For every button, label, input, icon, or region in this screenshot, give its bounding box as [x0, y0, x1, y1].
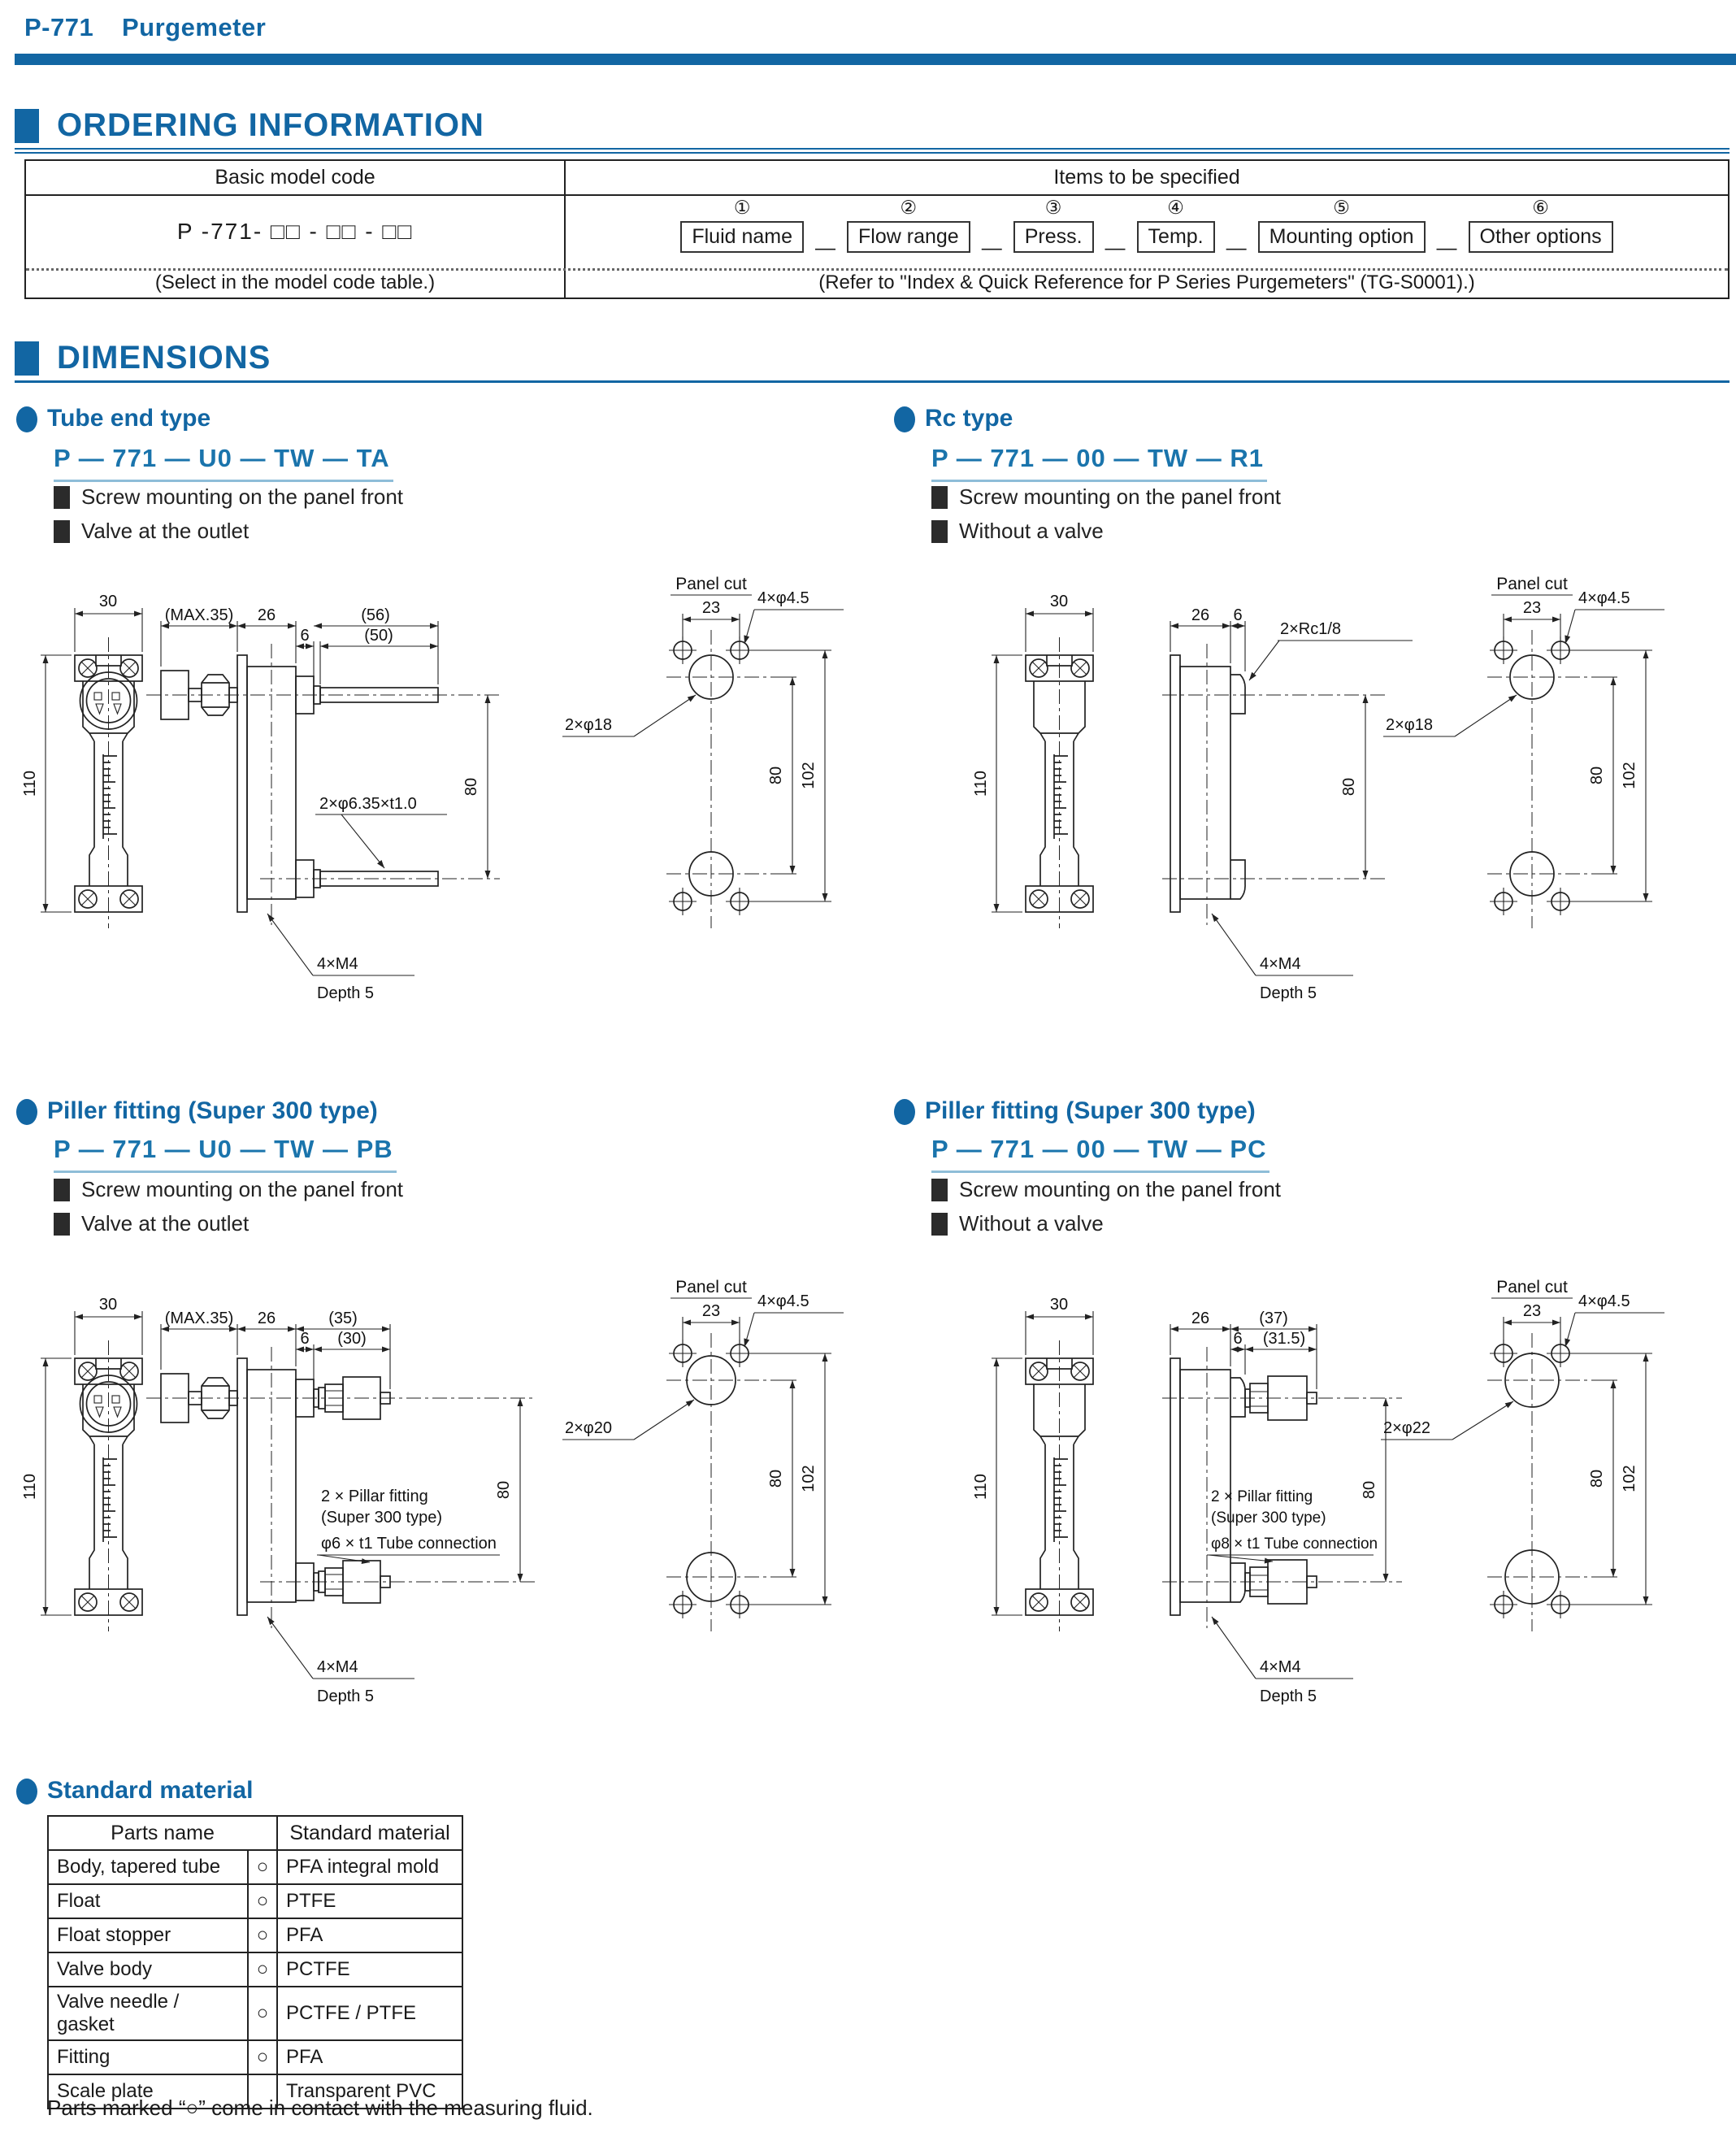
variant3-feature2 — [54, 1211, 249, 1236]
dim-port-pitch: 80 — [1361, 1480, 1378, 1500]
fitting-label-2: (Super 300 type) — [321, 1509, 442, 1527]
item-box: Fluid name — [680, 221, 804, 253]
dim-outlet: (30) — [337, 1330, 367, 1348]
feature-text: Without a valve — [959, 519, 1104, 543]
body — [1180, 667, 1230, 899]
panel-flange — [1170, 655, 1180, 912]
variant2-model: P — 771 — 00 — TW — R1 — [931, 444, 1267, 482]
model-code: P -771- □□ - □□ - □□ — [176, 218, 414, 244]
dim-offset: 6 — [300, 627, 310, 645]
screw-hole-icon — [726, 1591, 753, 1618]
panel-flange — [1170, 1358, 1180, 1615]
feature-square-icon — [54, 1213, 70, 1236]
item-press — [1013, 197, 1094, 253]
panel-cut-view — [562, 575, 844, 928]
heading-rule — [15, 380, 1729, 383]
holes-label: 2×φ18 — [565, 716, 613, 734]
contact-mark: ○ — [248, 1987, 277, 2040]
panel-flange — [237, 1358, 247, 1615]
screw-holes-label: 4×φ4.5 — [757, 589, 809, 607]
item-number: ③ — [1044, 197, 1062, 218]
variant2-feature2 — [931, 519, 1104, 544]
panel-flange — [237, 655, 247, 912]
dim-front-height: 110 — [972, 1474, 990, 1500]
front-view — [972, 593, 1093, 928]
side-view — [1162, 1310, 1402, 1705]
item-flow-range — [847, 197, 970, 253]
dim-front-width: 30 — [1049, 593, 1069, 610]
item-dash: — — [1436, 237, 1457, 259]
item-dash: — — [1226, 237, 1247, 259]
dim-front-width: 30 — [98, 593, 118, 610]
drawing-piller-fitting-pb — [21, 1256, 874, 1768]
part-cell: Body, tapered tube — [48, 1850, 248, 1884]
dim-depth: 26 — [257, 1310, 276, 1327]
material-cell: PFA — [277, 2040, 462, 2074]
dim-offset: 6 — [1233, 1330, 1243, 1348]
dim-depth: 26 — [1191, 606, 1210, 624]
screw-icon — [79, 1593, 97, 1611]
items-to-specify — [566, 197, 1728, 268]
scale-plate — [103, 1457, 117, 1542]
dim-outlet-total: (56) — [361, 606, 390, 624]
ordering-table — [24, 159, 1729, 299]
item-fluid-name — [680, 197, 804, 253]
tube-spec-label: 2×φ6.35×t1.0 — [319, 795, 417, 813]
dim-screw-pitch: 102 — [1621, 762, 1638, 789]
feature-text: Screw mounting on the panel front — [81, 484, 404, 509]
drawing-rc-type — [886, 553, 1736, 1065]
mount-label: 4×M4 — [317, 1658, 358, 1676]
variant4-feature1 — [931, 1177, 1281, 1202]
mount-label: 4×M4 — [1260, 1658, 1301, 1676]
feature-square-icon — [54, 520, 70, 543]
scale-plate — [1054, 754, 1068, 839]
dimensions-heading: DIMENSIONS — [57, 340, 271, 376]
holes-label: 2×φ22 — [1383, 1419, 1431, 1437]
bullet-icon — [894, 406, 915, 432]
item-mounting-option — [1258, 197, 1426, 253]
bullet-icon — [16, 406, 37, 432]
table-row — [48, 1884, 462, 1918]
table-header-row — [48, 1816, 462, 1850]
screw-hole-icon — [669, 636, 697, 664]
side-view — [146, 1310, 536, 1705]
items-header: Items to be specified — [1053, 166, 1240, 189]
outlet-port — [1230, 1378, 1245, 1417]
dim-panel-width: 23 — [701, 599, 721, 617]
basic-model-code-header: Basic model code — [215, 166, 375, 189]
dim-screw-pitch: 102 — [800, 762, 818, 789]
inlet-port — [1230, 1563, 1245, 1602]
dim-front-width: 30 — [1049, 1296, 1069, 1314]
front-view — [21, 1296, 142, 1631]
screw-icon — [1030, 659, 1048, 677]
feature-square-icon — [931, 1213, 948, 1236]
item-box: Flow range — [847, 221, 970, 253]
part-cell: Float — [48, 1884, 248, 1918]
item-box: Temp. — [1137, 221, 1215, 253]
feature-square-icon — [54, 486, 70, 509]
front-view — [21, 593, 142, 928]
screw-hole-icon — [669, 888, 697, 915]
material-cell: Transparent PVC — [277, 2074, 462, 2109]
dim-screw-pitch: 102 — [800, 1465, 818, 1492]
screw-hole-icon — [1490, 1591, 1517, 1618]
fitting-label-1: 2 × Pillar fitting — [1211, 1488, 1313, 1505]
thread-label: 2×Rc1/8 — [1280, 620, 1342, 638]
screw-icon — [1071, 1362, 1089, 1380]
dim-outlet-total: (35) — [328, 1310, 358, 1327]
dim-depth: 26 — [257, 606, 276, 624]
item-temp — [1137, 197, 1215, 253]
material-cell: PFA — [277, 1918, 462, 1952]
fitting-label-3: φ8 × t1 Tube connection — [1211, 1535, 1378, 1553]
side-view — [1162, 606, 1413, 1002]
materials-heading: Standard material — [47, 1777, 254, 1804]
item-number: ② — [900, 197, 918, 218]
feature-text: Without a valve — [959, 1211, 1104, 1236]
right-note: (Refer to "Index & Quick Reference for P Series Purgemeters" (TG-S0001).) — [818, 271, 1475, 293]
item-other-options — [1469, 197, 1613, 253]
item-number: ④ — [1167, 197, 1184, 218]
dim-offset: 6 — [300, 1330, 310, 1348]
heading-rule — [15, 148, 1729, 150]
screw-icon — [1030, 890, 1048, 908]
dim-knob: (MAX.35) — [164, 606, 234, 624]
feature-text: Screw mounting on the panel front — [81, 1177, 404, 1201]
screw-icon — [79, 890, 97, 908]
left-note: (Select in the model code table.) — [154, 271, 436, 293]
dim-hole-pitch: 80 — [767, 766, 785, 785]
screw-hole-icon — [1490, 888, 1517, 915]
panel-cut-title: Panel cut — [675, 575, 747, 593]
screw-holes-label: 4×φ4.5 — [1578, 589, 1630, 607]
screw-hole-icon — [1547, 1340, 1574, 1367]
item-box: Mounting option — [1258, 221, 1426, 253]
mount-depth-label: Depth 5 — [317, 1687, 375, 1705]
mount-depth-label: Depth 5 — [1260, 984, 1317, 1002]
feature-square-icon — [931, 520, 948, 543]
mount-label: 4×M4 — [317, 955, 358, 973]
variant4-type: Piller fitting (Super 300 type) — [925, 1097, 1256, 1124]
table-row — [48, 1952, 462, 1987]
scale-plate — [103, 754, 117, 839]
table-row — [48, 2040, 462, 2074]
item-dash: — — [815, 237, 836, 259]
heading-rule-2 — [15, 152, 1729, 154]
panel-cut-title: Panel cut — [1496, 1278, 1568, 1297]
dim-hole-pitch: 80 — [767, 1469, 785, 1488]
item-box: Press. — [1013, 221, 1094, 253]
screw-icon — [1071, 1593, 1089, 1611]
page-title: Purgemeter — [122, 13, 267, 41]
feature-square-icon — [931, 486, 948, 509]
part-cell: Scale plate — [48, 2074, 248, 2109]
screw-hole-icon — [1547, 636, 1574, 664]
feature-text: Screw mounting on the panel front — [959, 1177, 1282, 1201]
dim-hole-pitch: 80 — [1588, 1469, 1606, 1488]
bullet-icon — [16, 1779, 37, 1805]
section-square-icon — [15, 341, 39, 376]
screw-holes-label: 4×φ4.5 — [757, 1292, 809, 1310]
dim-depth: 26 — [1191, 1310, 1210, 1327]
dim-offset: 6 — [1233, 606, 1243, 624]
feature-square-icon — [54, 1179, 70, 1201]
drawing-tube-end-type — [21, 553, 874, 1065]
item-box: Other options — [1469, 221, 1613, 253]
variant3-model: P — 771 — U0 — TW — PB — [54, 1135, 397, 1173]
front-view — [972, 1296, 1093, 1631]
variant1-feature1 — [54, 484, 403, 510]
ordering-heading: ORDERING INFORMATION — [57, 107, 484, 143]
scale-plate — [1054, 1457, 1068, 1542]
part-cell: Float stopper — [48, 1918, 248, 1952]
fitting-label-1: 2 × Pillar fitting — [321, 1488, 428, 1505]
table-row — [48, 1850, 462, 1884]
inlet-port — [1230, 860, 1245, 899]
material-cell: PFA integral mold — [277, 1850, 462, 1884]
dim-outlet: (31.5) — [1262, 1330, 1306, 1348]
header-bar — [15, 54, 1736, 65]
part-cell: Valve needle / gasket — [48, 1987, 248, 2040]
screw-icon — [120, 1593, 138, 1611]
material-cell: PCTFE — [277, 1952, 462, 1987]
variant1-type: Tube end type — [47, 405, 211, 432]
part-cell: Valve body — [48, 1952, 248, 1987]
bullet-icon — [894, 1099, 915, 1125]
screw-hole-icon — [726, 636, 753, 664]
feature-text: Screw mounting on the panel front — [959, 484, 1282, 509]
item-dash: — — [1105, 237, 1126, 259]
dim-port-pitch: 80 — [495, 1480, 513, 1500]
item-number: ⑥ — [1532, 197, 1549, 218]
holes-label: 2×φ20 — [565, 1419, 613, 1437]
screw-icon — [79, 1362, 97, 1380]
dim-panel-width: 23 — [1522, 1302, 1542, 1320]
contact-mark: ○ — [248, 1952, 277, 1987]
dim-front-height: 110 — [972, 771, 990, 797]
screw-icon — [120, 659, 138, 677]
side-view — [146, 606, 500, 1002]
fitting-label-2: (Super 300 type) — [1211, 1509, 1326, 1527]
contact-mark: ○ — [248, 1850, 277, 1884]
section-square-icon — [15, 109, 39, 143]
screw-icon — [1071, 890, 1089, 908]
dim-outlet-total: (37) — [1259, 1310, 1288, 1327]
dim-port-pitch: 80 — [462, 777, 480, 797]
pillar-fitting — [314, 1377, 390, 1419]
feature-text: Valve at the outlet — [81, 519, 250, 543]
dim-front-height: 110 — [21, 1474, 39, 1500]
screw-icon — [79, 659, 97, 677]
screw-hole-icon — [726, 888, 753, 915]
material-header: Standard material — [277, 1816, 462, 1850]
material-cell: PTFE — [277, 1884, 462, 1918]
body — [1180, 1370, 1230, 1602]
feature-square-icon — [931, 1179, 948, 1201]
panel-cut-title: Panel cut — [675, 1278, 747, 1297]
outlet-port — [1230, 675, 1245, 714]
fitting-label-3: φ6 × t1 Tube connection — [321, 1535, 497, 1553]
screw-icon — [120, 1362, 138, 1380]
contact-mark: ○ — [248, 1884, 277, 1918]
dim-outlet: (50) — [364, 627, 393, 645]
table-row — [48, 1918, 462, 1952]
screw-hole-icon — [1547, 1591, 1574, 1618]
variant4-model: P — 771 — 00 — TW — PC — [931, 1135, 1269, 1173]
contact-mark: ○ — [248, 1918, 277, 1952]
screw-icon — [120, 890, 138, 908]
part-cell: Fitting — [48, 2040, 248, 2074]
item-dash: — — [981, 237, 1002, 259]
panel-cut-view — [1381, 1278, 1664, 1631]
screw-icon — [1030, 1593, 1048, 1611]
dim-port-pitch: 80 — [1340, 777, 1358, 797]
screw-hole-icon — [1490, 1340, 1517, 1367]
bullet-icon — [16, 1099, 37, 1125]
screw-hole-icon — [669, 1591, 697, 1618]
screw-hole-icon — [1490, 636, 1517, 664]
dim-front-height: 110 — [21, 771, 39, 797]
screw-hole-icon — [726, 1340, 753, 1367]
page-code: P-771 — [24, 13, 94, 41]
item-number: ⑤ — [1333, 197, 1350, 218]
panel-cut-view — [1383, 575, 1664, 928]
holes-label: 2×φ18 — [1386, 716, 1434, 734]
variant2-type: Rc type — [925, 405, 1013, 432]
variant4-feature2 — [931, 1211, 1104, 1236]
dim-knob: (MAX.35) — [164, 1310, 234, 1327]
mount-depth-label: Depth 5 — [1260, 1687, 1317, 1705]
variant3-feature1 — [54, 1177, 403, 1202]
item-number: ① — [733, 197, 751, 218]
screw-icon — [1071, 659, 1089, 677]
dim-front-width: 30 — [98, 1296, 118, 1314]
materials-table — [47, 1815, 463, 2109]
table-row — [48, 1987, 462, 2040]
dim-hole-pitch: 80 — [1588, 766, 1606, 785]
dim-panel-width: 23 — [1522, 599, 1542, 617]
dim-screw-pitch: 102 — [1621, 1465, 1638, 1492]
screw-holes-label: 4×φ4.5 — [1578, 1292, 1630, 1310]
parts-name-header: Parts name — [48, 1816, 277, 1850]
screw-hole-icon — [669, 1340, 697, 1367]
panel-cut-view — [562, 1278, 844, 1631]
contact-mark: ○ — [248, 2040, 277, 2074]
dim-panel-width: 23 — [701, 1302, 721, 1320]
variant2-feature1 — [931, 484, 1281, 510]
variant3-type: Piller fitting (Super 300 type) — [47, 1097, 378, 1124]
materials-note: Parts marked “○” come in contact with the measuring fluid. — [47, 2096, 593, 2120]
mount-label: 4×M4 — [1260, 955, 1301, 973]
drawing-piller-fitting-pc — [886, 1256, 1736, 1768]
variant1-model: P — 771 — U0 — TW — TA — [54, 444, 393, 482]
mount-depth-label: Depth 5 — [317, 984, 375, 1002]
screw-icon — [1030, 1362, 1048, 1380]
screw-hole-icon — [1547, 888, 1574, 915]
material-cell: PCTFE / PTFE — [277, 1987, 462, 2040]
feature-text: Valve at the outlet — [81, 1211, 250, 1236]
variant1-feature2 — [54, 519, 249, 544]
panel-cut-title: Panel cut — [1496, 575, 1568, 593]
